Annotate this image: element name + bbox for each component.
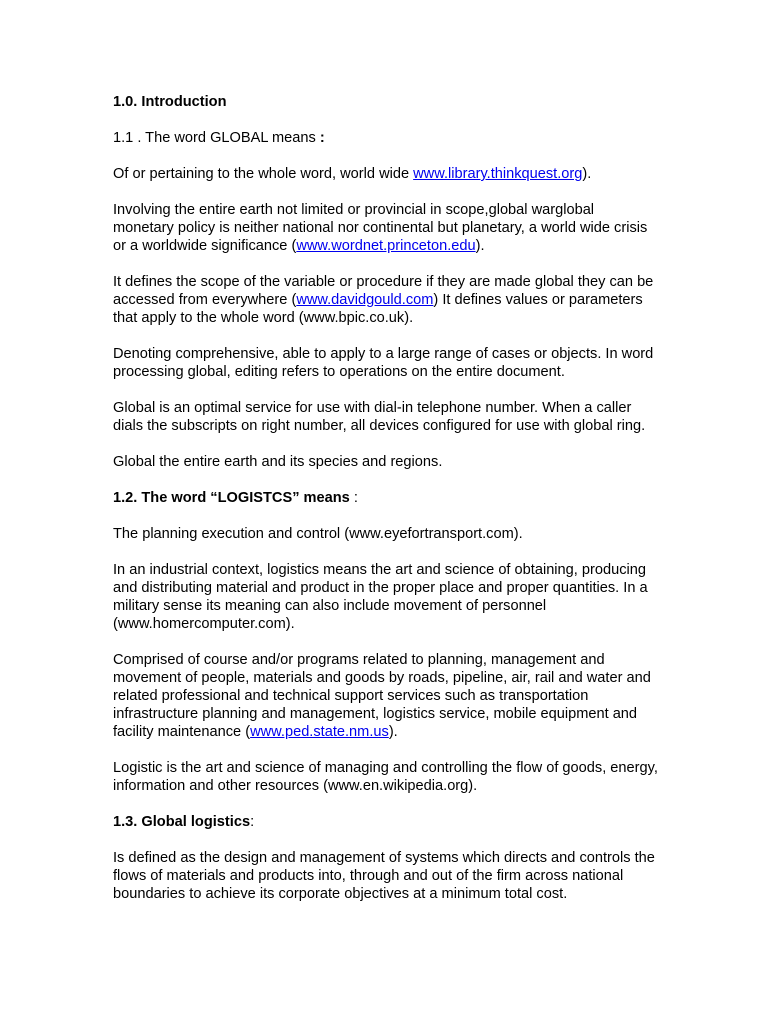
heading-global-logistics-colon: :: [250, 814, 255, 830]
heading-logistics-means-colon: :: [349, 490, 358, 506]
paragraph-global-definition-4: Denoting comprehensive, able to apply to a large range of cases or objects. In word processing global, editing refers to operations on the entire document.: [113, 346, 654, 380]
heading-global-logistics-text: 1.3. Global logistics: [113, 814, 251, 830]
paragraph-logistics-definition-2: In an industrial context, logistics means the art and science of obtaining, producing and distributing material and product in the proper place and proper quantities. In a military sense its meaning can also include movement of personnel (www.homercomputer.com).: [113, 562, 648, 632]
link-ped-state[interactable]: www.ped.state.nm.us: [250, 724, 389, 740]
paragraph-global-definition-1: [113, 165, 658, 183]
document-body: [113, 93, 658, 921]
paragraph-global-definition-5: Global is an optimal service for use with dial-in telephone number. When a caller dials the subscripts on right number, all devices configured for use with global ring.: [113, 400, 646, 434]
heading-logistics-means-text: 1.2. The word “LOGISTCS” means: [113, 490, 350, 506]
paragraph-global-logistics-definition: Is defined as the design and management of systems which directs and controls the flows of materials and products into, through and out of the firm across national boundaries to achieve its corporate objectives at a minimum total cost.: [113, 850, 655, 902]
paragraph-global-definition-2: [113, 201, 658, 255]
paragraph-text: Involving the entire earth not limited or provincial in scope,global warglobal monetary policy is neither national nor continental but planetary, a world wide crisis or a worldwide significance (: [113, 202, 648, 254]
paragraph-text: Of or pertaining to the whole word, world wide: [113, 166, 414, 182]
heading-global-means: [113, 129, 658, 147]
paragraph-global-definition-6: Global the entire earth and its species and regions.: [113, 454, 443, 470]
heading-global-means-colon: :: [319, 130, 325, 146]
heading-global-means-text: 1.1 . The word GLOBAL means: [113, 130, 320, 146]
heading-logistics-means: [113, 489, 658, 507]
paragraph-text: ).: [388, 724, 398, 740]
paragraph-text: ).: [582, 166, 592, 182]
link-thinkquest[interactable]: www.library.thinkquest.org: [413, 166, 583, 182]
paragraph-text: It defines the scope of the variable or procedure if they are made global they can be accessed from everywhere (: [113, 274, 654, 308]
paragraph-logistics-definition-3: [113, 651, 658, 741]
heading-global-logistics: [113, 813, 658, 831]
paragraph-logistics-definition-1: The planning execution and control (www.eyefortransport.com).: [113, 526, 523, 542]
paragraph-global-definition-3: [113, 273, 658, 327]
link-davidgould[interactable]: www.davidgould.com: [296, 292, 434, 308]
paragraph-text: Comprised of course and/or programs related to planning, management and movement of people, materials and goods by roads, pipeline, air, rail and water and related professional and technical support services such as transportation infrastructure planning and management, logistics service, mobile equipment and facility maintenance (: [113, 652, 651, 740]
paragraph-logistics-definition-4: Logistic is the art and science of managing and controlling the flow of goods, energy, information and other resources (www.en.wikipedia.org).: [113, 760, 658, 794]
link-wordnet[interactable]: www.wordnet.princeton.edu: [296, 238, 476, 254]
heading-introduction: 1.0. Introduction: [113, 94, 227, 110]
paragraph-text: ).: [475, 238, 485, 254]
paragraph-text: ) It defines values or parameters that apply to the whole word (www.bpic.co.uk).: [113, 292, 643, 326]
